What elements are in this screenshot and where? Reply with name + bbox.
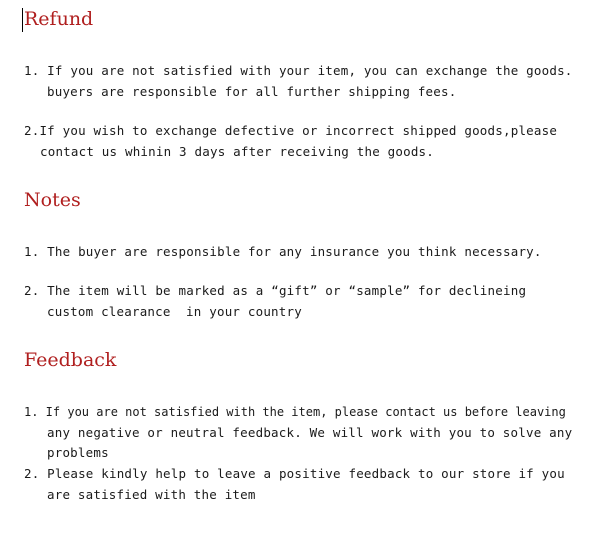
feedback-item-2-line-2: are satisfied with the item — [47, 487, 256, 502]
notes-heading: Notes — [24, 189, 81, 211]
notes-item-2-line-2: custom clearance in your country — [47, 304, 302, 319]
refund-item-2-line-1: 2.If you wish to exchange defective or incorrect shipped goods,please — [24, 123, 558, 138]
notes-item-2-line-1: 2. The item will be marked as a “gift” or “sample” for declineing — [24, 283, 527, 298]
refund-item-1-line-2: buyers are responsible for all further shipping fees. — [47, 84, 457, 99]
text-cursor — [22, 8, 23, 32]
feedback-item-2-line-1: 2. Please kindly help to leave a positive feedback to our store if you — [24, 466, 565, 481]
refund-item-2-line-2: contact us whinin 3 days after receiving the goods. — [40, 144, 435, 159]
refund-item-1-line-1: 1. If you are not satisfied with your item, you can exchange the goods. — [24, 63, 573, 78]
feedback-item-1-line-3: problems — [47, 445, 109, 460]
feedback-item-1-line-2: any negative or neutral feedback. We will work with you to solve any — [47, 425, 573, 440]
feedback-heading: Feedback — [24, 349, 117, 371]
notes-item-1-line-1: 1. The buyer are responsible for any insurance you think necessary. — [24, 244, 542, 259]
refund-heading: Refund — [24, 8, 94, 30]
feedback-item-1-line-1: 1. If you are not satisfied with the item, please contact us before leaving — [24, 405, 566, 419]
